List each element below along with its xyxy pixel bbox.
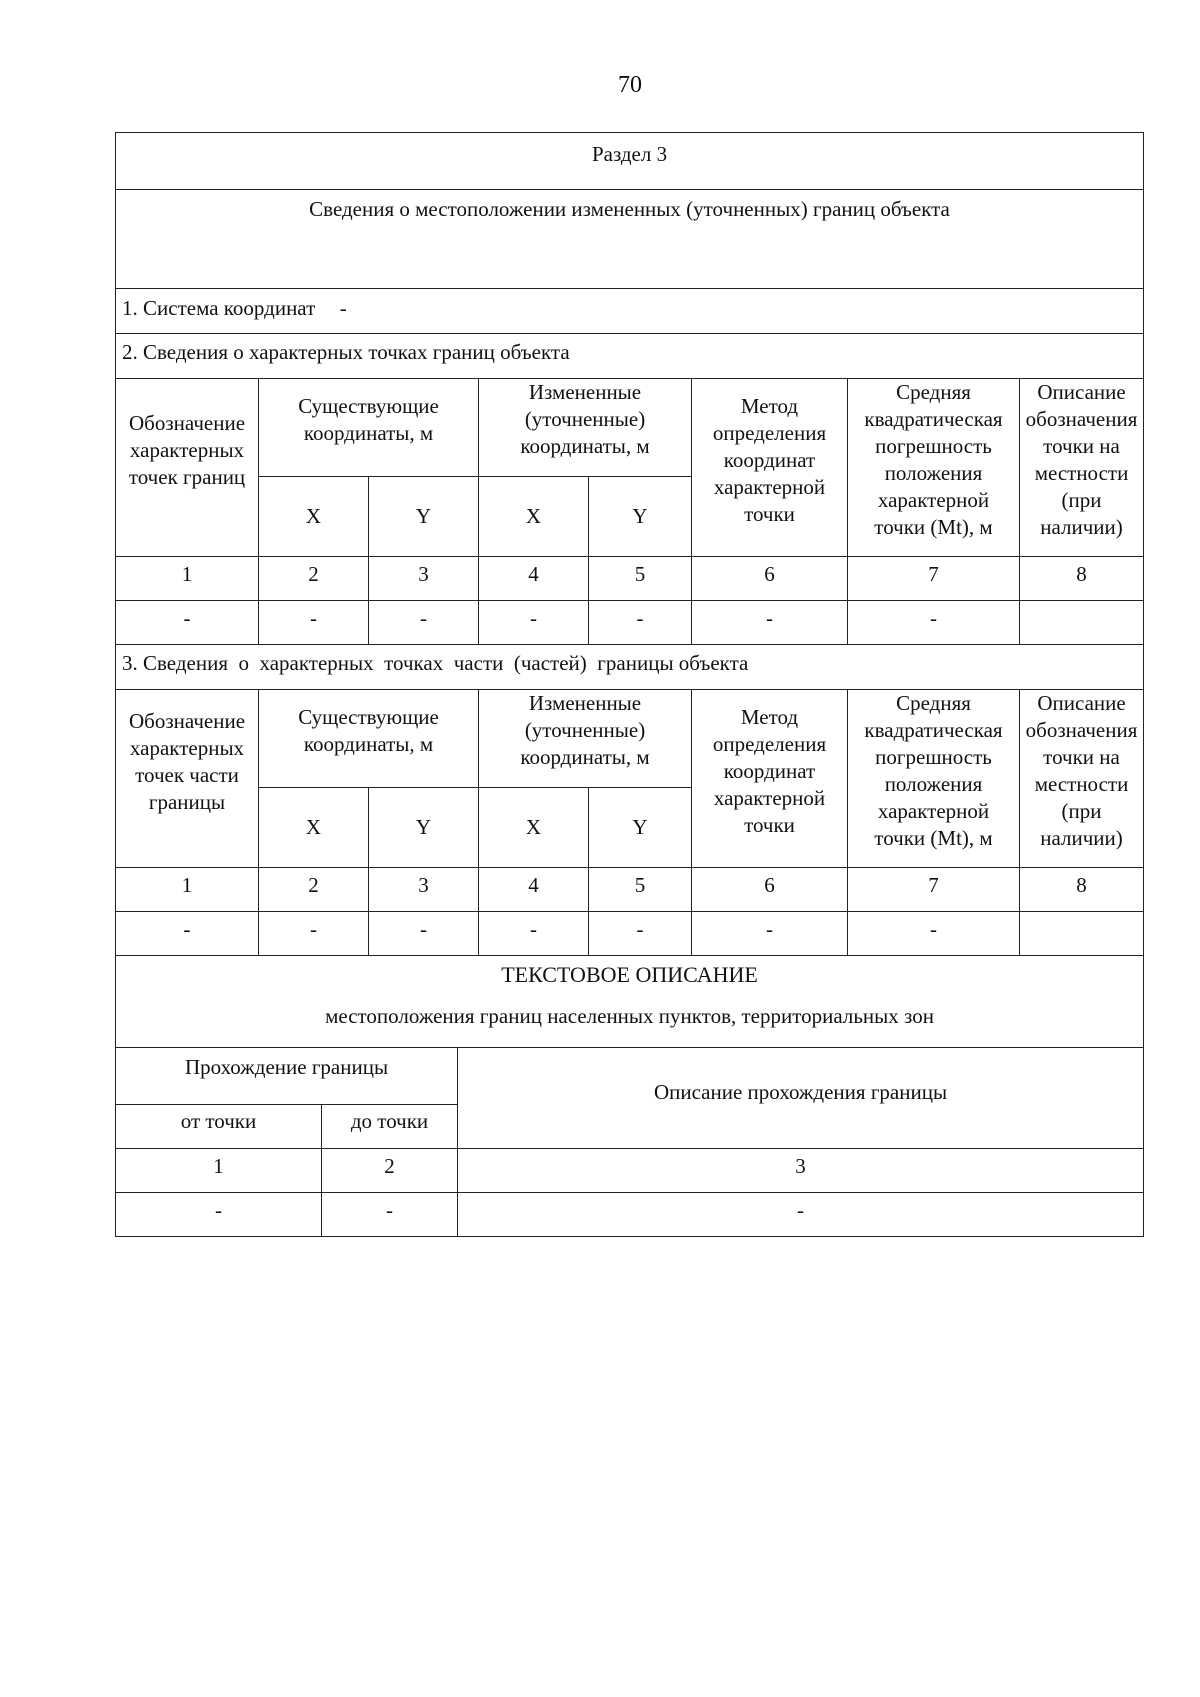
- coord-system-value: -: [339, 296, 347, 320]
- column-number: 3: [369, 557, 479, 601]
- header-method: [692, 379, 848, 557]
- header-text: положения: [884, 461, 983, 485]
- parts-table-caption: 3. Сведения о характерных точках части (частей) границы объекта: [116, 645, 1144, 690]
- header-text: точки (Mt), м: [874, 515, 993, 539]
- column-number: 2: [259, 868, 369, 912]
- header-existing-coords: [259, 690, 479, 788]
- column-number: 1: [116, 1148, 322, 1192]
- header-text: погрешность: [875, 434, 992, 458]
- header-text: Описание: [1037, 691, 1126, 715]
- header-text: характерной: [713, 786, 826, 810]
- header-text: координаты, м: [520, 745, 650, 769]
- column-number: 6: [692, 557, 848, 601]
- header-description: [1020, 379, 1144, 557]
- header-changed-coords: [479, 379, 692, 477]
- header-text: Обозначение: [128, 708, 246, 733]
- header-text: характерной: [877, 488, 990, 512]
- table-cell: -: [589, 601, 692, 645]
- header-text: границы: [148, 789, 226, 814]
- table-cell: -: [479, 601, 589, 645]
- table-cell: -: [322, 1192, 458, 1236]
- column-number: 5: [589, 868, 692, 912]
- table-cell: -: [692, 601, 848, 645]
- column-number: 2: [322, 1148, 458, 1192]
- header-changed-y: Y: [589, 788, 692, 868]
- header-from-point: от точки: [116, 1104, 322, 1148]
- header-text: обозначения: [1025, 718, 1138, 742]
- header-text: характерной: [877, 799, 990, 823]
- header-text: наличии): [1040, 826, 1123, 850]
- table-cell: -: [848, 912, 1020, 956]
- document-sheet: [115, 132, 1143, 1237]
- header-text: Существующие: [298, 705, 439, 729]
- header-text: Измененные: [528, 380, 642, 404]
- header-description: [1020, 690, 1144, 868]
- header-text: Обозначение: [128, 411, 246, 435]
- header-text: (при: [1061, 488, 1102, 512]
- header-text: Описание: [1037, 380, 1126, 404]
- header-text: точек границ: [128, 465, 246, 489]
- header-method: [692, 690, 848, 868]
- header-existing-x: X: [259, 477, 369, 557]
- column-number: 1: [116, 868, 259, 912]
- text-description-block: [116, 956, 1144, 1048]
- passage-table: [115, 1047, 1144, 1237]
- header-error: [848, 379, 1020, 557]
- header-changed-x: X: [479, 788, 589, 868]
- column-number: 3: [458, 1148, 1144, 1192]
- table-cell: -: [369, 912, 479, 956]
- header-text: точки (Mt), м: [874, 826, 993, 850]
- header-text: обозначения: [1025, 407, 1138, 431]
- table-cell: -: [589, 912, 692, 956]
- column-number: 5: [589, 557, 692, 601]
- header-text: Существующие: [298, 394, 439, 418]
- table-cell: -: [848, 601, 1020, 645]
- header-text: координаты, м: [520, 434, 650, 458]
- table-cell: [1020, 601, 1144, 645]
- header-designation: [116, 379, 259, 557]
- header-text: координат: [723, 759, 816, 783]
- header-text: (при: [1061, 799, 1102, 823]
- section-subtitle: Сведения о местоположении измененных (уточненных) границ объекта: [116, 190, 1144, 289]
- header-changed-coords: [479, 690, 692, 788]
- header-text: характерных: [129, 438, 245, 462]
- header-text: Средняя: [896, 691, 971, 715]
- column-number: 2: [259, 557, 369, 601]
- column-number: 4: [479, 557, 589, 601]
- text-description-subtitle: местоположения границ населенных пунктов, территориальных зон: [325, 1004, 934, 1028]
- column-number: 4: [479, 868, 589, 912]
- header-existing-x: X: [259, 788, 369, 868]
- header-text: точки на: [1043, 745, 1120, 769]
- header-text: наличии): [1040, 515, 1123, 539]
- main-table: [115, 132, 1144, 1048]
- column-number: 7: [848, 868, 1020, 912]
- header-text: квадратическая: [864, 718, 1003, 742]
- table-cell: -: [692, 912, 848, 956]
- table-cell: -: [369, 601, 479, 645]
- header-error: [848, 690, 1020, 868]
- table-cell: -: [479, 912, 589, 956]
- column-number: 1: [116, 557, 259, 601]
- column-number: 7: [848, 557, 1020, 601]
- header-passage: Прохождение границы: [116, 1047, 458, 1104]
- points-table-caption: 2. Сведения о характерных точках границ объекта: [116, 334, 1144, 379]
- column-number: 3: [369, 868, 479, 912]
- table-cell: -: [458, 1192, 1144, 1236]
- page-number: 70: [618, 72, 642, 98]
- header-text: точки: [744, 502, 795, 526]
- table-cell: -: [116, 601, 259, 645]
- header-to-point: до точки: [322, 1104, 458, 1148]
- coord-system-row: [116, 289, 1144, 334]
- table-cell: -: [259, 912, 369, 956]
- text-description-title: ТЕКСТОВОЕ ОПИСАНИЕ: [501, 962, 758, 987]
- header-changed-x: X: [479, 477, 589, 557]
- header-text: точки: [744, 813, 795, 837]
- table-cell: -: [116, 912, 259, 956]
- header-text: местности: [1034, 772, 1129, 796]
- header-text: координаты, м: [303, 732, 434, 756]
- column-number: 8: [1020, 557, 1144, 601]
- column-number: 8: [1020, 868, 1144, 912]
- header-text: Метод: [740, 394, 799, 418]
- header-text: местности: [1034, 461, 1129, 485]
- section-title: Раздел 3: [116, 133, 1144, 190]
- header-text: квадратическая: [864, 407, 1003, 431]
- coord-system-label: 1. Система координат: [122, 296, 316, 320]
- header-text: положения: [884, 772, 983, 796]
- header-text: Измененные: [528, 691, 642, 715]
- header-existing-y: Y: [369, 788, 479, 868]
- header-existing-y: Y: [369, 477, 479, 557]
- header-text: (уточненные): [524, 718, 646, 742]
- table-cell: -: [259, 601, 369, 645]
- header-text: определения: [712, 421, 827, 445]
- header-text: погрешность: [875, 745, 992, 769]
- header-text: (уточненные): [524, 407, 646, 431]
- table-cell: -: [116, 1192, 322, 1236]
- header-text: координат: [723, 448, 816, 472]
- header-text: Метод: [740, 705, 799, 729]
- header-existing-coords: [259, 379, 479, 477]
- header-changed-y: Y: [589, 477, 692, 557]
- header-text: характерной: [713, 475, 826, 499]
- header-text: координаты, м: [303, 421, 434, 445]
- header-designation: [116, 690, 259, 868]
- header-text: Средняя: [896, 380, 971, 404]
- header-text: точек части: [135, 762, 239, 787]
- table-cell: [1020, 912, 1144, 956]
- header-passage-description: Описание прохождения границы: [458, 1047, 1144, 1148]
- header-text: точки на: [1043, 434, 1120, 458]
- column-number: 6: [692, 868, 848, 912]
- header-text: характерных: [129, 735, 245, 760]
- header-text: определения: [712, 732, 827, 756]
